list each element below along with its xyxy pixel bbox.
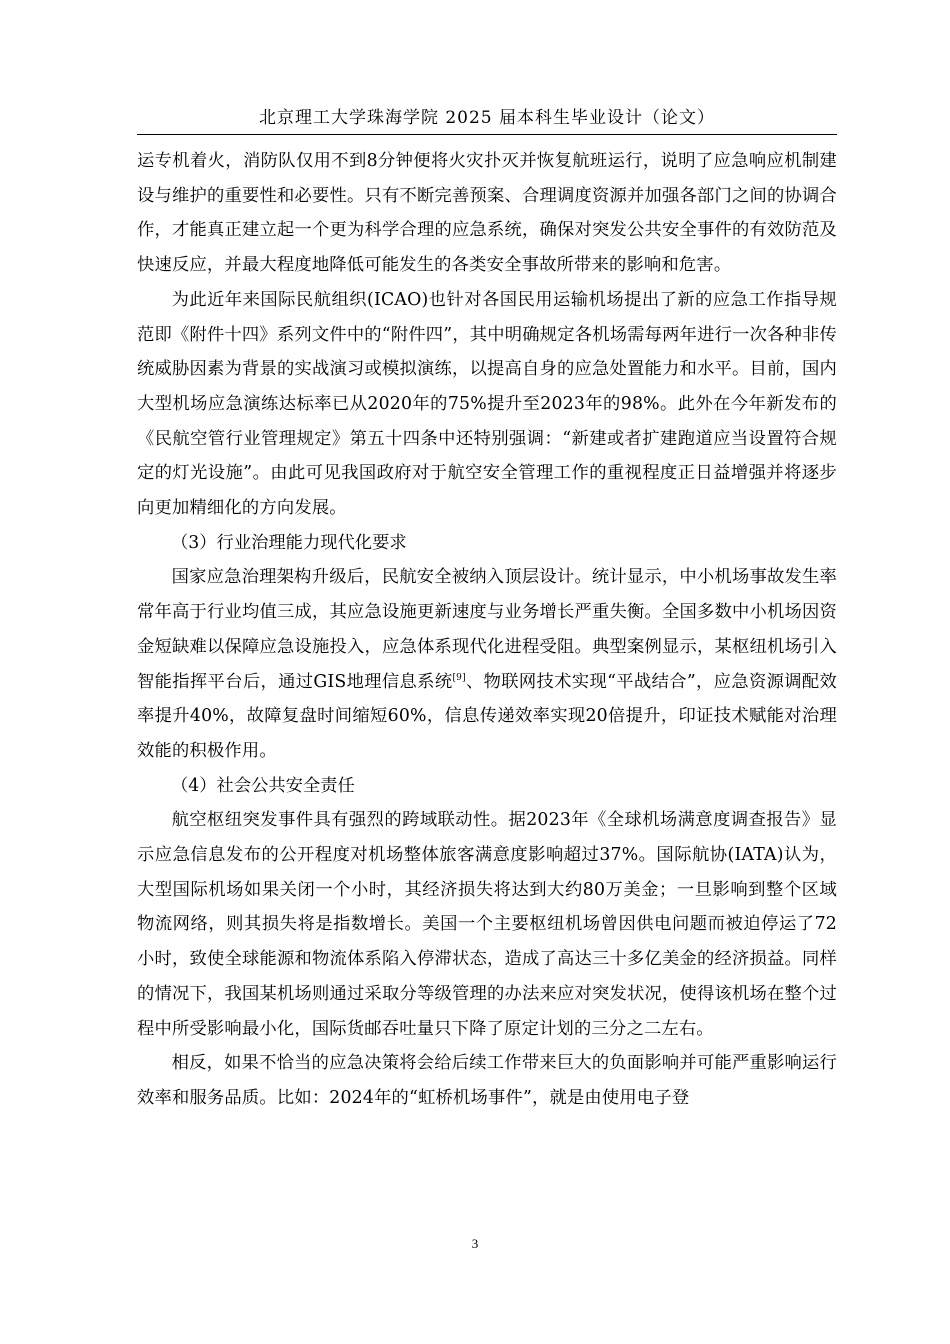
page-number: 3 <box>471 1236 479 1251</box>
citation-marker: [9] <box>452 672 466 683</box>
paragraph-icao-guidelines: 为此近年来国际民航组织(ICAO)也针对各国民用运输机场提出了新的应急工作指导规范即《附件十四》系列文件中的“附件四”，其中明确规定各机场需每两年进行一次各种非传统威胁因素为背景的实战演习或模拟演练，以提高自身的应急处置能力和水平。目前，国内大型机场应急演练达标率已从2020年的75%提升至2023年的98%。此外在今年新发布的《民航空管行业管理规定》第五十四条中还特别强调：“新建或者扩建跑道应当设置符合规定的灯光设施”。由此可见我国政府对于航空安全管理工作的重视程度正日益增强并将逐步向更加精细化的方向发展。 <box>137 289 837 519</box>
section-heading-governance: （3）行业治理能力现代化要求 <box>171 532 407 553</box>
paragraph-governance-part-2: 、物联网技术实现“平战结合”，应急资源调配效率提升40%，故障复盘时间缩短60%，信息传递效率实现20倍提升，印证技术赋能对治理效能的积极作用。 <box>137 671 837 761</box>
paragraph-governance <box>137 560 837 768</box>
header-rule <box>137 134 837 135</box>
paragraph-contrast: 相反，如果不恰当的应急决策将会给后续工作带来巨大的负面影响并可能严重影响运行效率和服务品质。比如：2024年的“虹桥机场事件”，就是由使用电子登 <box>137 1053 837 1108</box>
paragraph-governance-part-1: 国家应急治理架构升级后，民航安全被纳入顶层设计。统计显示，中小机场事故发生率常年高于行业均值三成，其应急设施更新速度与业务增长严重失衡。全国多数中小机场因资金短缺难以保障应急设施投入，应急体系现代化进程受阻。典型案例显示，某枢纽机场引入智能指挥平台后，通过GIS地理信息系统 <box>137 567 837 692</box>
paragraph-continuation: 运专机着火，消防队仅用不到8分钟便将火灾扑灭并恢复航班运行，说明了应急响应机制建设与维护的重要性和必要性。只有不断完善预案、合理调度资源并加强各部门之间的协调合作，才能真正建立起一个更为科学合理的应急系统，确保对突发公共安全事件的有效防范及快速反应，并最大程度地降低可能发生的各类安全事故所带来的影响和危害。 <box>137 151 837 276</box>
paragraph-public-safety: 航空枢纽突发事件具有强烈的跨域联动性。据2023年《全球机场满意度调查报告》显示应急信息发布的公开程度对机场整体旅客满意度影响超过37%。国际航协(IATA)认为，大型国际机场如果关闭一个小时，其经济损失将达到大约80万美金；一旦影响到整个区域物流网络，则其损失将是指数增长。美国一个主要枢纽机场曾因供电问题而被迫停运了72小时，致使全球能源和物流体系陷入停滞状态，造成了高达三十多亿美金的经济损益。同样的情况下，我国某机场则通过采取分等级管理的办法来应对突发状况，使得该机场在整个过程中所受影响最小化，国际货邮吞吐量只下降了原定计划的三分之二左右。 <box>137 810 837 1039</box>
page-body <box>137 144 837 1116</box>
section-heading-public-safety: （4）社会公共安全责任 <box>171 775 355 796</box>
running-header: 北京理工大学珠海学院 2025 届本科生毕业设计（论文） <box>258 108 716 128</box>
